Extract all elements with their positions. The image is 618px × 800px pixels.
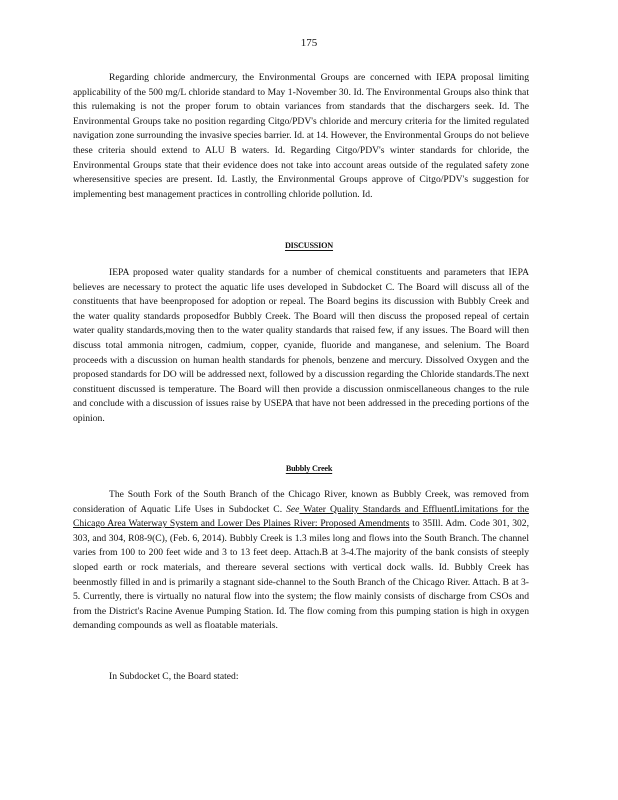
paragraph-environmental-groups: Regarding chloride andmercury, the Environmental Groups are concerned with IEPA proposal limiting applicability of the 500 mg/L chloride standard to May 1-November 30. Id. The Environmental Groups also think that this rulemaking is not the proper forum to obtain variances from standards that the dischargers seek. Id. The Environmental Groups take no position regarding Citgo/PDV's chloride and mercury criteria for the limited regulated navigation zone surrounding the invasive species barrier. Id. at 14. However, the Environmental Groups do not believe these criteria should extend to ALU B waters. Id. Regarding Citgo/PDV's winter standards for chloride, the Environmental Groups state that their evidence does not take into account areas outside of the regulated safety zone wheresensitive species are present. Id. Lastly, the Environmental Groups approve of Citgo/PDV's suggestion for implementing best management practices in controlling chloride pollution. Id. [73,72,529,200]
citation-rulemaking-title: Water Quality Standards and EffluentLimitations for the Chicago Area Waterway System and Lower Des Plaines River: Proposed Amendments [73,503,529,530]
paragraph-discussion-overview: IEPA proposed water quality standards for a number of chemical constituents and parameters that IEPA believes are necessary to protect the aquatic life uses developed in Subdocket C. The Board will discuss all of the constituents that have beenproposed for adoption or repeal. The Board begins its discussion with Bubbly Creek and the water quality standards proposedfor Bubbly Creek. The Board will then discuss the proposed repeal of certain water quality standards,moving then to the water quality standards that raised few, if any issues. The Board will then discuss total ammonia nitrogen, cadmium, copper, cyanide, fluoride and manganese, and selenium. The Board proceeds with a discussion on human health standards for phenols, benzene and mercury. Dissolved Oxygen and the proposed standards for DO will be addressed next, followed by a discussion regarding the Chloride standards.The next constituent discussed is temperature. The Board will then provide a discussion onmiscellaneous changes to the rule and conclude with a discussion of issues raise by USEPA that have not been addressed in the preceding portions of the opinion. [73,267,529,424]
heading-bubbly-creek [0,464,618,473]
paragraph-bubbly-creek-intro: The South Fork of the South Branch of the Chicago River, known as Bubbly Creek, was removed from consideration of Aquatic Life Uses in Subdocket C. [73,489,529,515]
heading-bubbly-creek-text: Bubbly Creek [285,464,333,473]
heading-discussion [0,241,618,250]
page-number: 175 [300,37,318,49]
paragraph-bubbly-creek [73,488,529,634]
heading-discussion-text: DISCUSSION [284,241,334,250]
paragraph-bubbly-creek-body: to 35Ill. Adm. Code 301, 302, 303, and 304, R08-9(C), (Feb. 6, 2014). Bubbly Creek is 1.3 miles long and flows into the South Branch. The channel varies from 100 to 200 feet wide and 3 to 13 feet deep. Attach.B at 3-4.The majority of the bank consists of steeply sloped earth or rock materials, and thereare several sections with vertical dock walls. Id. Bubbly Creek has beenmostly filled in and is primarily a stagnant side-channel to the South Branch of the Chicago River. Attach. B at 3-5. Currently, there is virtually no natural flow into the system; the flow mainly consists of discharge from CSOs and from the District's Racine Avenue Pumping Station. Id. The flow coming from this pumping station is high in oxygen demanding compounds as well as floatable materials. [73,518,529,632]
citation-see-signal: See [286,503,300,515]
paragraph-board-stated: In Subdocket C, the Board stated: [109,671,239,682]
